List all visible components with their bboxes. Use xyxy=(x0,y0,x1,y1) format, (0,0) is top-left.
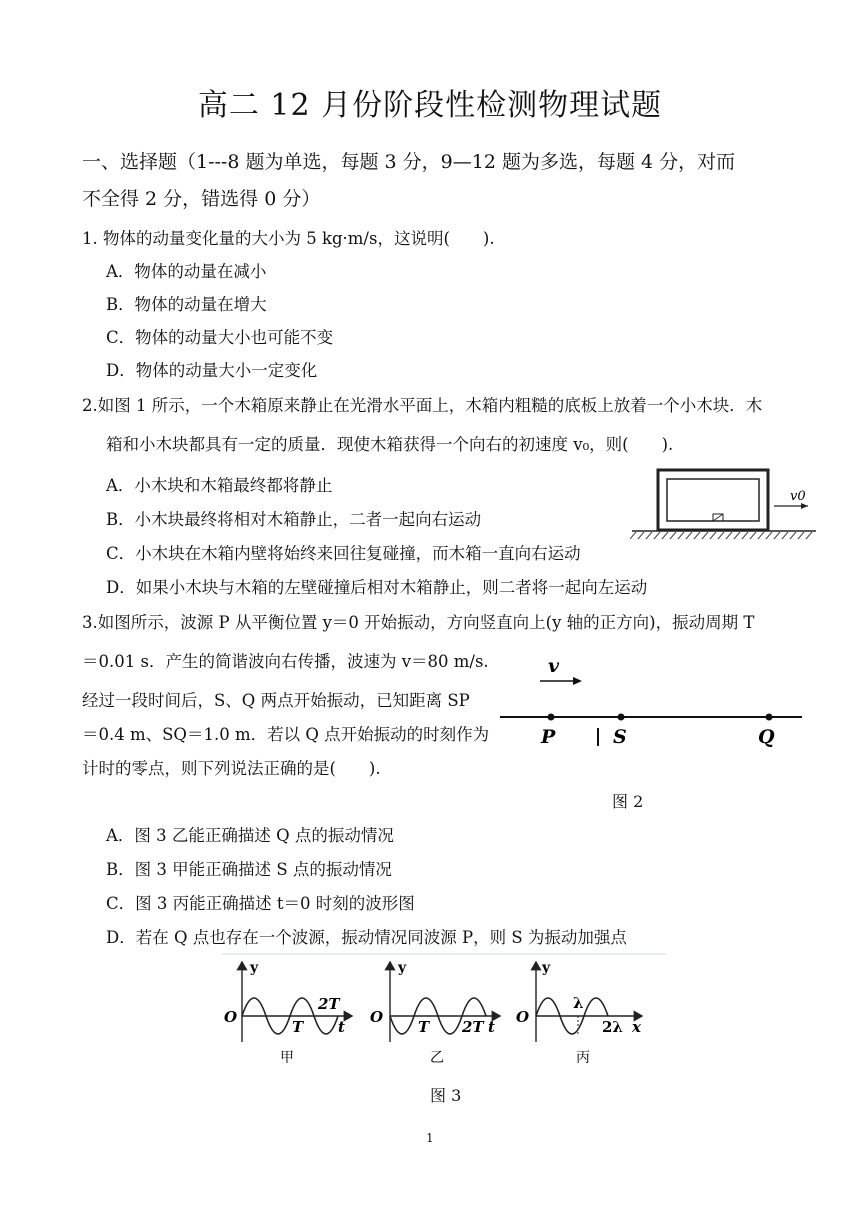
bing-2lambda-label: 2λ xyxy=(602,1018,623,1036)
fig2-q-label: Q xyxy=(758,726,775,748)
point-s xyxy=(618,714,625,721)
figure3-graphs xyxy=(222,952,666,1074)
fig2-p-label: P xyxy=(541,726,556,748)
yi-t-label: T xyxy=(418,1018,430,1036)
bing-y-label: y xyxy=(542,960,551,976)
q1-option-a: A．物体的动量在减小 xyxy=(106,262,267,281)
section-heading-line2: 不全得 2 分，错选得 0 分） xyxy=(82,188,321,210)
jia-y-label: y xyxy=(250,960,259,976)
q1-stem: 1. 物体的动量变化量的大小为 5 kg·m/s，这说明( ). xyxy=(82,229,495,248)
v0-label: v0 xyxy=(790,489,806,504)
page-number: 1 xyxy=(426,1131,434,1145)
q3-option-c: C．图 3 丙能正确描述 t＝0 时刻的波形图 xyxy=(106,894,415,913)
graph-jia xyxy=(224,960,352,1066)
q3-stem-line1: 3.如图所示，波源 P 从平衡位置 y＝0 开始振动，方向竖直向上(y 轴的正方向)，振动周期 T xyxy=(82,613,755,632)
q3-stem-line5: 计时的零点，则下列说法正确的是( ). xyxy=(82,759,381,778)
q3-option-b: B．图 3 甲能正确描述 S 点的振动情况 xyxy=(106,860,392,879)
jia-name: 甲 xyxy=(280,1050,294,1066)
bing-name: 丙 xyxy=(576,1050,590,1066)
jia-o-label: O xyxy=(224,1008,238,1026)
q3-stem-line3: 经过一段时间后，S、Q 两点开始振动，已知距离 SP xyxy=(82,691,470,710)
bing-o-label: O xyxy=(516,1008,530,1026)
bing-axis-label: x xyxy=(632,1018,641,1036)
jia-t-label: T xyxy=(292,1018,304,1036)
q2-option-d: D．如果小木块与木箱的左壁碰撞后相对木箱静止，则二者将一起向左运动 xyxy=(106,578,648,597)
section-heading-line1: 一、选择题（1---8 题为单选，每题 3 分，9—12 题为多选，每题 4 分，对而 xyxy=(82,151,736,173)
fig2-v-label: v xyxy=(548,655,560,677)
figure2-wave-line xyxy=(498,650,808,755)
yi-axis-label: t xyxy=(488,1018,495,1036)
figure2-caption: 图 2 xyxy=(612,792,644,811)
q2-stem-line2: 箱和小木块都具有一定的质量．现使木箱获得一个向右的初速度 v₀，则( ). xyxy=(106,435,674,454)
q2-option-c: C．小木块在木箱内壁将始终来回往复碰撞，而木箱一直向右运动 xyxy=(106,544,581,563)
figure3-caption: 图 3 xyxy=(430,1086,462,1105)
yi-name: 乙 xyxy=(430,1050,444,1066)
q1-option-c: C．物体的动量大小也可能不变 xyxy=(106,328,334,347)
q2-option-a: A．小木块和木箱最终都将静止 xyxy=(106,476,333,495)
point-q xyxy=(766,714,773,721)
yi-o-label: O xyxy=(370,1008,384,1026)
figure1-box-diagram xyxy=(630,466,820,546)
q3-option-d: D．若在 Q 点也存在一个波源，振动情况同波源 P，则 S 为振动加强点 xyxy=(106,928,627,947)
q2-option-b: B．小木块最终将相对木箱静止，二者一起向右运动 xyxy=(106,510,482,529)
yi-y-label: y xyxy=(398,960,407,976)
fig2-s-label: S xyxy=(613,726,627,748)
q1-option-b: B．物体的动量在增大 xyxy=(106,295,267,314)
q1-option-d: D．物体的动量大小一定变化 xyxy=(106,361,318,380)
graph-bing xyxy=(516,960,642,1066)
page-title: 高二 12 月份阶段性检测物理试题 xyxy=(197,88,663,123)
q2-stem-line1: 2.如图 1 所示，一个木箱原来静止在光滑水平面上，木箱内粗糙的底板上放着一个小木块．木 xyxy=(82,396,763,415)
q3-option-a: A．图 3 乙能正确描述 Q 点的振动情况 xyxy=(106,826,394,845)
q3-stem-line4: ＝0.4 m、SQ＝1.0 m．若以 Q 点开始振动的时刻作为 xyxy=(82,725,490,744)
bing-lambda-label: λ xyxy=(573,994,584,1012)
jia-2t-label: 2T xyxy=(318,995,340,1013)
graph-yi xyxy=(370,960,500,1066)
q3-stem-line2: ＝0.01 s．产生的简谐波向右传播，波速为 v＝80 m/s. xyxy=(82,652,489,671)
jia-axis-label: t xyxy=(338,1018,345,1036)
point-p xyxy=(548,714,555,721)
yi-2t-label: 2T xyxy=(462,1018,484,1036)
